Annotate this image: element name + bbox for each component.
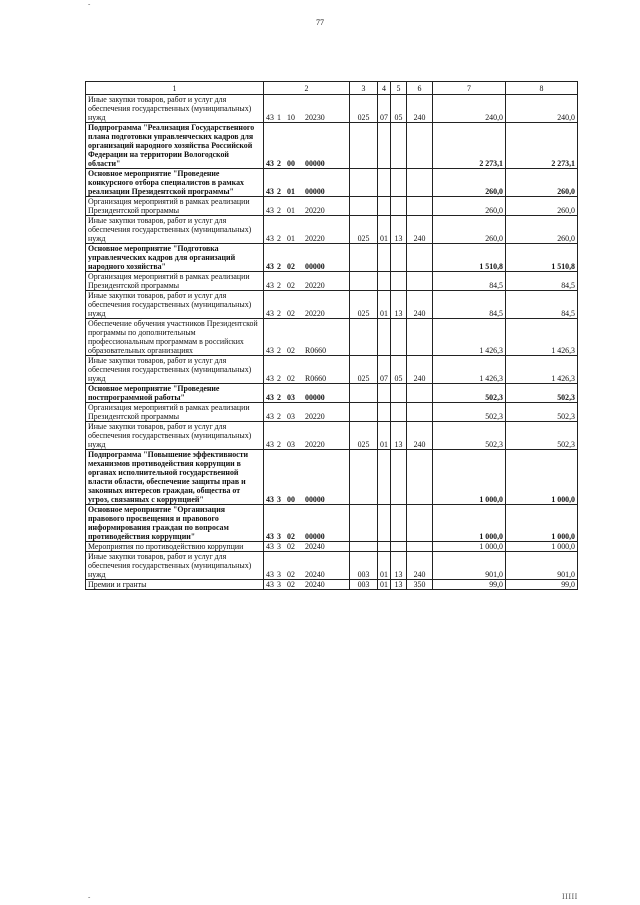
row-ministry-cell: 025 — [350, 422, 378, 450]
row-ministry-cell: 025 — [350, 356, 378, 384]
row-section-cell — [378, 244, 391, 272]
row-amount-cell: 84,5 — [506, 291, 578, 319]
code-part: 43 — [266, 532, 274, 541]
row-name-cell: Организация мероприятий в рамках реализации Президентской программы — [86, 197, 264, 216]
table-row — [86, 197, 578, 216]
code-part: 3 — [277, 542, 281, 551]
row-subsection-cell — [391, 244, 407, 272]
code-part: 01 — [287, 206, 295, 215]
row-code-cell — [264, 384, 350, 403]
row-section-cell: 07 — [378, 95, 391, 123]
row-amount-cell: 99,0 — [433, 580, 506, 590]
row-ministry-cell — [350, 197, 378, 216]
row-name-cell: Обеспечение обучения участников Президентской программы по дополнительным профессиональным программам в российских образовательных организациях — [86, 319, 264, 356]
row-code-cell — [264, 197, 350, 216]
row-expense-type-cell: 240 — [407, 291, 433, 319]
row-section-cell — [378, 384, 391, 403]
code-part: 1 — [277, 113, 281, 122]
row-expense-type-cell — [407, 244, 433, 272]
code-part: 43 — [266, 309, 274, 318]
code-part: 2 — [277, 187, 281, 196]
code-part: 20240 — [305, 570, 325, 579]
row-ministry-cell: 025 — [350, 95, 378, 123]
row-amount-cell: 1 000,0 — [506, 450, 578, 505]
row-amount-cell: 2 273,1 — [433, 123, 506, 169]
row-name-cell: Мероприятия по противодействию коррупции — [86, 542, 264, 552]
code-part: 3 — [277, 532, 281, 541]
code-part: 2 — [277, 309, 281, 318]
column-header: 4 — [378, 82, 391, 95]
row-code-cell — [264, 123, 350, 169]
row-code-cell — [264, 272, 350, 291]
row-ministry-cell — [350, 403, 378, 422]
row-amount-cell: 1 426,3 — [433, 319, 506, 356]
code-part: R0660 — [305, 374, 327, 383]
code-part: 43 — [266, 206, 274, 215]
row-code-cell — [264, 319, 350, 356]
scan-mark-bottom: - — [88, 893, 91, 901]
code-part: 00000 — [305, 159, 325, 168]
code-part: 01 — [287, 234, 295, 243]
row-section-cell: 01 — [378, 291, 391, 319]
row-name-cell: Основное мероприятие "Организация правового просвещения и правового информирования граждан по вопросам противодействия коррупции" — [86, 505, 264, 542]
row-code-cell — [264, 580, 350, 590]
row-code-cell — [264, 403, 350, 422]
row-expense-type-cell — [407, 123, 433, 169]
code-part: 43 — [266, 495, 274, 504]
code-part: 00 — [287, 495, 295, 504]
row-name-cell: Иные закупки товаров, работ и услуг для обеспечения государственных (муниципальных) нужд — [86, 552, 264, 580]
column-header: 8 — [506, 82, 578, 95]
row-name-cell: Иные закупки товаров, работ и услуг для обеспечения государственных (муниципальных) нужд — [86, 291, 264, 319]
row-name-cell: Основное мероприятие "Подготовка управленческих кадров для организаций народного хозяйства" — [86, 244, 264, 272]
row-expense-type-cell — [407, 384, 433, 403]
row-amount-cell: 1 000,0 — [433, 542, 506, 552]
code-part: 20240 — [305, 580, 325, 589]
table-row — [86, 123, 578, 169]
row-subsection-cell — [391, 403, 407, 422]
code-part: 2 — [277, 262, 281, 271]
code-part: 03 — [287, 412, 295, 421]
table-row — [86, 542, 578, 552]
row-subsection-cell: 13 — [391, 216, 407, 244]
code-part: 2 — [277, 374, 281, 383]
code-part: R0660 — [305, 346, 327, 355]
code-part: 2 — [277, 234, 281, 243]
row-name-cell: Основное мероприятие "Проведение конкурсного отбора специалистов в рамках реализации Президентской программы" — [86, 169, 264, 197]
row-amount-cell: 1 426,3 — [506, 319, 578, 356]
code-part: 43 — [266, 393, 274, 402]
code-part: 2 — [277, 206, 281, 215]
code-part: 43 — [266, 412, 274, 421]
row-code-cell — [264, 542, 350, 552]
row-expense-type-cell: 240 — [407, 216, 433, 244]
code-part: 43 — [266, 440, 274, 449]
row-section-cell: 07 — [378, 356, 391, 384]
code-part: 43 — [266, 187, 274, 196]
code-part: 43 — [266, 113, 274, 122]
row-subsection-cell — [391, 505, 407, 542]
row-subsection-cell — [391, 450, 407, 505]
code-part: 20220 — [305, 234, 325, 243]
row-code-cell — [264, 422, 350, 450]
code-part: 03 — [287, 393, 295, 402]
row-subsection-cell: 13 — [391, 580, 407, 590]
row-code-cell — [264, 450, 350, 505]
row-section-cell: 01 — [378, 216, 391, 244]
row-subsection-cell — [391, 272, 407, 291]
code-part: 02 — [287, 570, 295, 579]
row-section-cell: 01 — [378, 552, 391, 580]
code-part: 3 — [277, 495, 281, 504]
code-part: 43 — [266, 542, 274, 551]
row-amount-cell: 260,0 — [433, 169, 506, 197]
row-ministry-cell — [350, 244, 378, 272]
row-subsection-cell: 13 — [391, 291, 407, 319]
row-amount-cell: 1 000,0 — [433, 505, 506, 542]
row-amount-cell: 84,5 — [433, 291, 506, 319]
table-row — [86, 403, 578, 422]
row-name-cell: Подпрограмма "Повышение эффективности механизмов противодействия коррупции в органах исполнительной государственной власти области, обеспечение защиты прав и законных интересов граждан, общества от угроз, связанных с коррупцией" — [86, 450, 264, 505]
row-name-cell: Премии и гранты — [86, 580, 264, 590]
table-row — [86, 356, 578, 384]
table-row — [86, 580, 578, 590]
code-part: 43 — [266, 281, 274, 290]
code-part: 43 — [266, 159, 274, 168]
row-expense-type-cell: 240 — [407, 95, 433, 123]
row-name-cell: Иные закупки товаров, работ и услуг для обеспечения государственных (муниципальных) нужд — [86, 422, 264, 450]
budget-table — [85, 81, 578, 590]
table-row — [86, 291, 578, 319]
row-amount-cell: 260,0 — [433, 197, 506, 216]
table-row — [86, 272, 578, 291]
table-row — [86, 384, 578, 403]
code-part: 2 — [277, 393, 281, 402]
code-part: 20220 — [305, 309, 325, 318]
row-ministry-cell — [350, 169, 378, 197]
row-amount-cell: 240,0 — [506, 95, 578, 123]
row-expense-type-cell — [407, 169, 433, 197]
code-part: 00000 — [305, 262, 325, 271]
row-name-cell: Организация мероприятий в рамках реализации Президентской программы — [86, 272, 264, 291]
row-expense-type-cell: 350 — [407, 580, 433, 590]
row-section-cell — [378, 403, 391, 422]
row-code-cell — [264, 244, 350, 272]
row-subsection-cell — [391, 384, 407, 403]
row-subsection-cell — [391, 542, 407, 552]
table-row — [86, 450, 578, 505]
row-code-cell — [264, 216, 350, 244]
row-section-cell — [378, 450, 391, 505]
code-part: 3 — [277, 580, 281, 589]
row-amount-cell: 84,5 — [433, 272, 506, 291]
row-expense-type-cell — [407, 450, 433, 505]
row-name-cell: Иные закупки товаров, работ и услуг для обеспечения государственных (муниципальных) нужд — [86, 356, 264, 384]
row-amount-cell: 502,3 — [506, 384, 578, 403]
code-part: 02 — [287, 346, 295, 355]
column-header: 6 — [407, 82, 433, 95]
row-ministry-cell — [350, 319, 378, 356]
code-part: 43 — [266, 234, 274, 243]
row-amount-cell: 1 000,0 — [433, 450, 506, 505]
row-section-cell: 01 — [378, 580, 391, 590]
row-ministry-cell — [350, 272, 378, 291]
row-name-cell: Иные закупки товаров, работ и услуг для обеспечения государственных (муниципальных) нужд — [86, 95, 264, 123]
row-amount-cell: 99,0 — [506, 580, 578, 590]
column-header: 7 — [433, 82, 506, 95]
row-amount-cell: 260,0 — [506, 197, 578, 216]
row-section-cell — [378, 319, 391, 356]
row-ministry-cell — [350, 384, 378, 403]
row-code-cell — [264, 552, 350, 580]
page-number: 77 — [316, 18, 324, 27]
row-subsection-cell — [391, 123, 407, 169]
code-part: 02 — [287, 374, 295, 383]
row-expense-type-cell — [407, 319, 433, 356]
row-ministry-cell: 025 — [350, 291, 378, 319]
row-expense-type-cell — [407, 197, 433, 216]
row-amount-cell: 260,0 — [506, 216, 578, 244]
row-code-cell — [264, 291, 350, 319]
table-body — [86, 95, 578, 590]
table-row — [86, 422, 578, 450]
row-name-cell: Организация мероприятий в рамках реализации Президентской программы — [86, 403, 264, 422]
column-header: 1 — [86, 82, 264, 95]
table-row — [86, 505, 578, 542]
row-amount-cell: 502,3 — [506, 403, 578, 422]
row-amount-cell: 901,0 — [506, 552, 578, 580]
column-header: 5 — [391, 82, 407, 95]
row-ministry-cell — [350, 542, 378, 552]
row-code-cell — [264, 95, 350, 123]
table-row — [86, 95, 578, 123]
row-expense-type-cell — [407, 542, 433, 552]
code-part: 00000 — [305, 495, 325, 504]
row-subsection-cell: 05 — [391, 95, 407, 123]
row-name-cell: Основное мероприятие "Проведение постпрограммной работы" — [86, 384, 264, 403]
row-amount-cell: 260,0 — [433, 216, 506, 244]
code-part: 43 — [266, 580, 274, 589]
row-code-cell — [264, 169, 350, 197]
row-amount-cell: 1 426,3 — [433, 356, 506, 384]
code-part: 2 — [277, 159, 281, 168]
code-part: 20240 — [305, 542, 325, 551]
table-header-row — [86, 82, 578, 95]
row-expense-type-cell: 240 — [407, 356, 433, 384]
code-part: 20220 — [305, 440, 325, 449]
row-expense-type-cell — [407, 403, 433, 422]
row-section-cell — [378, 272, 391, 291]
table-row — [86, 216, 578, 244]
row-amount-cell: 1 510,8 — [433, 244, 506, 272]
row-section-cell — [378, 169, 391, 197]
code-part: 3 — [277, 570, 281, 579]
row-subsection-cell — [391, 197, 407, 216]
code-part: 43 — [266, 262, 274, 271]
row-ministry-cell: 003 — [350, 552, 378, 580]
row-amount-cell: 502,3 — [506, 422, 578, 450]
row-section-cell — [378, 197, 391, 216]
code-part: 43 — [266, 570, 274, 579]
row-name-cell: Подпрограмма "Реализация Государственного плана подготовки управленческих кадров для организаций народного хозяйства Российской Федерации на территории Вологодской области" — [86, 123, 264, 169]
row-subsection-cell — [391, 169, 407, 197]
code-part: 01 — [287, 187, 295, 196]
row-amount-cell: 502,3 — [433, 422, 506, 450]
row-subsection-cell — [391, 319, 407, 356]
row-amount-cell: 260,0 — [506, 169, 578, 197]
code-part: 43 — [266, 374, 274, 383]
row-name-cell: Иные закупки товаров, работ и услуг для обеспечения государственных (муниципальных) нужд — [86, 216, 264, 244]
row-ministry-cell — [350, 505, 378, 542]
row-amount-cell: 1 426,3 — [506, 356, 578, 384]
code-part: 02 — [287, 580, 295, 589]
table-row — [86, 169, 578, 197]
row-expense-type-cell — [407, 272, 433, 291]
code-part: 00 — [287, 159, 295, 168]
table-row — [86, 319, 578, 356]
code-part: 20220 — [305, 206, 325, 215]
column-header: 3 — [350, 82, 378, 95]
row-amount-cell: 84,5 — [506, 272, 578, 291]
table-row — [86, 552, 578, 580]
row-code-cell — [264, 505, 350, 542]
row-amount-cell: 2 273,1 — [506, 123, 578, 169]
code-part: 00000 — [305, 393, 325, 402]
code-part: 02 — [287, 532, 295, 541]
column-header: 2 — [264, 82, 350, 95]
code-part: 2 — [277, 346, 281, 355]
code-part: 43 — [266, 346, 274, 355]
row-amount-cell: 502,3 — [433, 403, 506, 422]
code-part: 00000 — [305, 532, 325, 541]
row-ministry-cell: 003 — [350, 580, 378, 590]
code-part: 2 — [277, 281, 281, 290]
row-section-cell — [378, 542, 391, 552]
code-part: 2 — [277, 440, 281, 449]
row-code-cell — [264, 356, 350, 384]
code-part: 20220 — [305, 281, 325, 290]
code-part: 02 — [287, 262, 295, 271]
row-subsection-cell: 05 — [391, 356, 407, 384]
row-amount-cell: 901,0 — [433, 552, 506, 580]
row-subsection-cell: 13 — [391, 552, 407, 580]
row-amount-cell: 1 000,0 — [506, 542, 578, 552]
row-ministry-cell: 025 — [350, 216, 378, 244]
code-part: 02 — [287, 309, 295, 318]
table-row — [86, 244, 578, 272]
row-expense-type-cell: 240 — [407, 552, 433, 580]
row-amount-cell: 1 510,8 — [506, 244, 578, 272]
row-section-cell — [378, 123, 391, 169]
code-part: 02 — [287, 542, 295, 551]
row-ministry-cell — [350, 123, 378, 169]
code-part: 10 — [287, 113, 295, 122]
code-part: 00000 — [305, 187, 325, 196]
code-part: 03 — [287, 440, 295, 449]
row-section-cell — [378, 505, 391, 542]
row-amount-cell: 1 000,0 — [506, 505, 578, 542]
code-part: 02 — [287, 281, 295, 290]
scan-mark-top: - — [88, 0, 91, 8]
row-section-cell: 01 — [378, 422, 391, 450]
code-part: 2 — [277, 412, 281, 421]
row-ministry-cell — [350, 450, 378, 505]
row-amount-cell: 502,3 — [433, 384, 506, 403]
row-expense-type-cell: 240 — [407, 422, 433, 450]
code-part: 20220 — [305, 412, 325, 421]
code-part: 20230 — [305, 113, 325, 122]
row-subsection-cell: 13 — [391, 422, 407, 450]
scan-barcode-mark: IIIII — [562, 892, 578, 901]
row-expense-type-cell — [407, 505, 433, 542]
row-amount-cell: 240,0 — [433, 95, 506, 123]
